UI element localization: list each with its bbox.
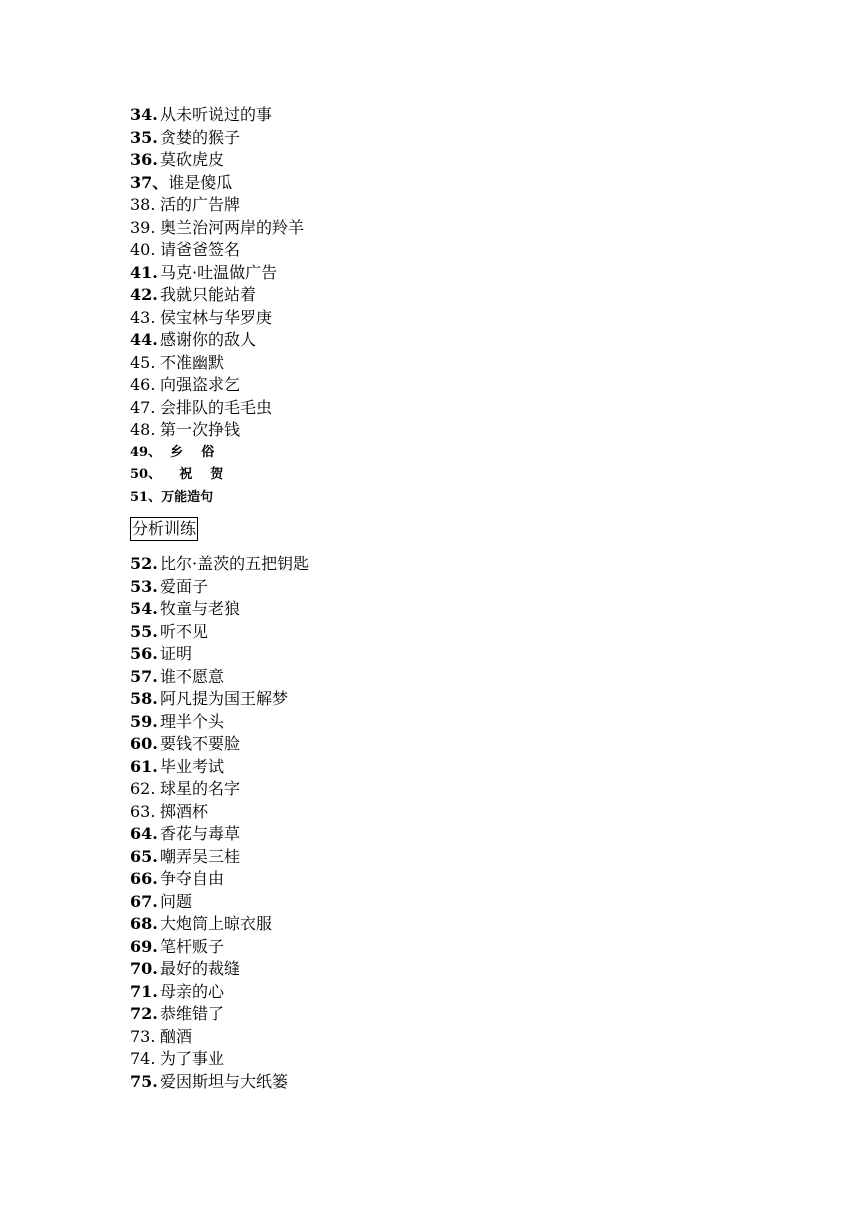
list-item	[130, 711, 730, 734]
item-number: 52.	[130, 554, 158, 573]
item-title: 问题	[160, 891, 193, 911]
list-item	[130, 958, 730, 981]
section-title-box: 分析训练	[130, 517, 198, 541]
item-title: 奥兰治河两岸的羚羊	[160, 217, 305, 237]
item-title: 贪婪的猴子	[160, 127, 241, 147]
list-item	[130, 1026, 730, 1049]
item-number: 34.	[130, 105, 158, 124]
item-title: 听不见	[160, 621, 209, 641]
list-item	[130, 621, 730, 644]
list-item	[130, 778, 730, 801]
item-title: 会排队的毛毛虫	[160, 397, 273, 417]
list-item	[130, 1048, 730, 1071]
item-title: 乡 俗	[161, 444, 215, 460]
list-item	[130, 868, 730, 891]
item-number: 67.	[130, 891, 158, 911]
item-number: 64.	[130, 824, 158, 843]
list-item	[130, 127, 730, 150]
list-item	[130, 419, 730, 442]
item-title: 最好的裁缝	[160, 959, 241, 978]
item-title: 证明	[160, 644, 193, 663]
item-number: 61.	[130, 756, 158, 776]
item-title: 我就只能站着	[160, 285, 257, 304]
list-item	[130, 104, 730, 127]
item-title: 请爸爸签名	[160, 240, 241, 259]
item-title: 掷酒杯	[160, 801, 209, 821]
list-item	[130, 936, 730, 959]
list-item	[130, 307, 730, 330]
item-number: 74.	[130, 1049, 156, 1068]
item-title: 第一次挣钱	[160, 420, 241, 439]
item-title: 马克·吐温做广告	[160, 262, 278, 282]
item-number: 46.	[130, 375, 156, 394]
list-item	[130, 194, 730, 217]
item-title: 牧童与老狼	[160, 599, 241, 618]
item-number: 55.	[130, 621, 158, 641]
item-title: 从未听说过的事	[160, 105, 273, 124]
item-number: 56.	[130, 644, 158, 663]
item-title: 莫砍虎皮	[160, 150, 225, 169]
list-item	[130, 688, 730, 711]
item-title: 感谢你的敌人	[160, 330, 257, 349]
item-number: 71.	[130, 981, 158, 1001]
item-title: 毕业考试	[160, 756, 225, 776]
list-item	[130, 846, 730, 869]
list-item	[130, 823, 730, 846]
item-number: 40.	[130, 240, 156, 259]
item-number: 44.	[130, 330, 158, 349]
item-title: 香花与毒草	[160, 824, 241, 843]
item-number: 37、	[130, 172, 169, 192]
list-item	[130, 1071, 730, 1094]
item-number: 39.	[130, 217, 156, 237]
item-number: 36.	[130, 150, 158, 169]
item-title: 母亲的心	[160, 981, 225, 1001]
item-title: 恭维错了	[160, 1004, 225, 1023]
document-page	[130, 104, 730, 1093]
list-item	[130, 553, 730, 576]
list-item	[130, 464, 730, 487]
list-item	[130, 913, 730, 936]
item-title: 爱面子	[160, 576, 209, 596]
story-list-small	[130, 442, 730, 510]
item-number: 38.	[130, 195, 156, 214]
item-title: 笔杆贩子	[160, 936, 225, 956]
item-number: 49、	[130, 444, 162, 460]
item-title: 向强盗求乞	[160, 375, 241, 394]
list-item	[130, 666, 730, 689]
list-item	[130, 643, 730, 666]
item-number: 58.	[130, 689, 158, 708]
list-item	[130, 733, 730, 756]
item-number: 41.	[130, 262, 158, 282]
item-number: 51、	[130, 489, 162, 505]
list-item	[130, 598, 730, 621]
list-item	[130, 801, 730, 824]
story-list-part2	[130, 553, 730, 1093]
list-item	[130, 442, 730, 465]
item-number: 43.	[130, 307, 156, 327]
list-item	[130, 397, 730, 420]
list-item	[130, 891, 730, 914]
item-title: 祝 贺	[161, 467, 224, 482]
item-title: 谁是傻瓜	[168, 172, 233, 192]
item-title: 万能造句	[161, 489, 214, 505]
item-number: 69.	[130, 936, 158, 956]
list-item	[130, 329, 730, 352]
story-list-part1	[130, 104, 730, 442]
item-number: 54.	[130, 599, 158, 618]
item-number: 73.	[130, 1026, 156, 1046]
item-title: 理半个头	[160, 711, 225, 731]
list-item	[130, 172, 730, 195]
item-number: 53.	[130, 576, 158, 596]
list-item	[130, 262, 730, 285]
list-item	[130, 149, 730, 172]
list-item	[130, 217, 730, 240]
list-item	[130, 576, 730, 599]
item-number: 75.	[130, 1071, 158, 1091]
list-item	[130, 981, 730, 1004]
list-item	[130, 352, 730, 375]
item-number: 63.	[130, 801, 156, 821]
item-number: 47.	[130, 397, 156, 417]
item-title: 活的广告牌	[160, 195, 241, 214]
item-title: 侯宝林与华罗庚	[160, 307, 273, 327]
item-number: 62.	[130, 779, 156, 798]
item-title: 酗酒	[160, 1026, 193, 1046]
list-item	[130, 756, 730, 779]
item-number: 35.	[130, 127, 158, 147]
list-item	[130, 284, 730, 307]
item-title: 不准幽默	[160, 352, 225, 372]
item-number: 48.	[130, 420, 156, 439]
item-title: 谁不愿意	[160, 666, 225, 686]
list-item	[130, 239, 730, 262]
item-title: 球星的名字	[160, 779, 241, 798]
item-number: 45.	[130, 352, 156, 372]
item-number: 65.	[130, 846, 158, 866]
item-title: 阿凡提为国王解梦	[160, 689, 289, 708]
item-number: 59.	[130, 711, 158, 731]
list-item	[130, 374, 730, 397]
item-number: 57.	[130, 666, 158, 686]
item-number: 42.	[130, 285, 158, 304]
item-title: 争夺自由	[160, 869, 225, 888]
section-header	[130, 509, 730, 553]
item-number: 70.	[130, 959, 158, 978]
list-item	[130, 487, 730, 510]
item-number: 72.	[130, 1004, 158, 1023]
item-number: 60.	[130, 734, 158, 753]
item-title: 要钱不要脸	[160, 734, 241, 753]
item-number: 50、	[130, 467, 162, 482]
item-title: 为了事业	[160, 1049, 225, 1068]
item-number: 68.	[130, 914, 158, 933]
item-title: 大炮筒上晾衣服	[160, 914, 273, 933]
item-title: 比尔·盖茨的五把钥匙	[160, 554, 310, 573]
item-number: 66.	[130, 869, 158, 888]
list-item	[130, 1003, 730, 1026]
item-title: 嘲弄吴三桂	[160, 846, 241, 866]
item-title: 爱因斯坦与大纸篓	[160, 1071, 289, 1091]
